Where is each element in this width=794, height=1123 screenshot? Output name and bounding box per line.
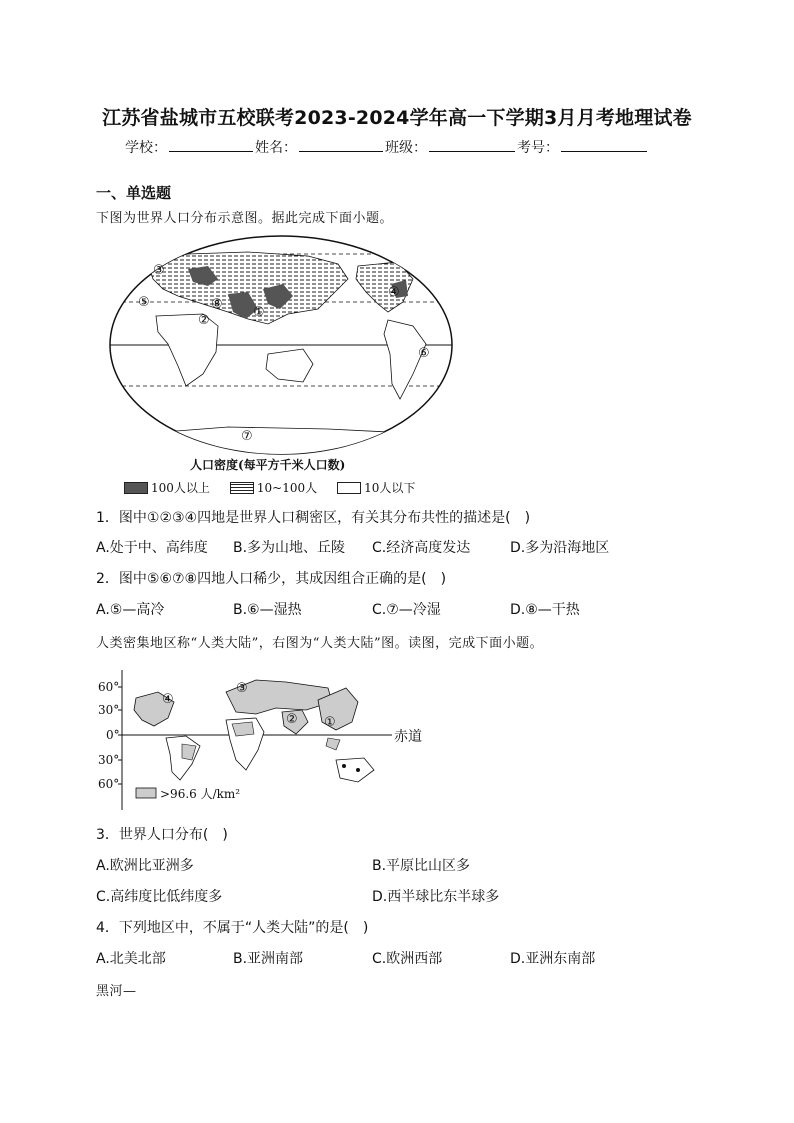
q2-option-b[interactable]: B.⑥—湿热 [233,602,302,618]
school-blank[interactable] [169,137,253,152]
hc-marker-1: ① [324,715,336,730]
class-blank[interactable] [429,137,515,152]
q4-option-c[interactable]: C.欧洲西部 [372,951,443,967]
student-info-line [125,137,649,157]
legend-medium-label: 10~100人 [256,481,318,495]
name-label: 姓名： [255,140,297,156]
question-3-stem: 3．世界人口分布( ) [96,827,228,843]
legend-dense-swatch [124,482,148,494]
q2-option-a[interactable]: A.⑤—高冷 [96,602,165,618]
lat-60s: 60° [98,777,120,791]
hc-legend-label: >96.6 人/km² [160,787,241,801]
marker-1: ① [253,305,265,320]
hc-marker-4: ④ [162,692,174,707]
section-heading: 一、单选题 [96,184,172,202]
marker-4: ④ [388,285,400,300]
map1-caption: 人口密度(每平方千米人口数) [190,458,346,472]
q3-option-a[interactable]: A.欧洲比亚洲多 [96,858,194,874]
marker-8: ⑧ [211,297,223,312]
intro-text-2: 人类密集地区称“人类大陆”，右图为“人类大陆”图。读图，完成下面小题。 [96,636,544,651]
legend-medium-swatch [230,482,254,494]
marker-7: ⑦ [241,429,253,444]
map1-legend [124,479,415,496]
legend-sparse-swatch [337,482,361,494]
equator-label: 赤道 [394,729,422,745]
q1-option-b[interactable]: B.多为山地、丘陵 [233,540,346,556]
q1-option-c[interactable]: C.经济高度发达 [372,540,471,556]
q3-option-b[interactable]: B.平原比山区多 [372,858,471,874]
legend-sparse-label: 10人以下 [364,481,416,495]
legend-dense-label: 100人以上 [151,481,210,495]
lat-0: 0° [106,728,120,742]
intro-text-1: 下图为世界人口分布示意图。据此完成下面小题。 [96,211,394,226]
q4-option-a[interactable]: A.北美北部 [96,951,166,967]
marker-5: ⑤ [138,295,150,310]
lat-30s: 30° [98,753,120,767]
footer-fragment: 黑河— [96,984,137,999]
q4-option-d[interactable]: D.亚洲东南部 [510,951,596,967]
q3-option-d[interactable]: D.西半球比东半球多 [372,889,500,905]
id-label: 考号： [517,140,559,156]
legend-medium [230,479,317,496]
marker-6: ⑥ [418,346,430,361]
human-continent-map [96,660,436,812]
question-2-stem: 2．图中⑤⑥⑦⑧四地人口稀少，其成因组合正确的是( ) [96,571,447,587]
school-label: 学校： [125,140,167,156]
lat-30n: 30° [98,703,120,717]
q3-option-c[interactable]: C.高纬度比低纬度多 [96,889,223,905]
lat-60n: 60° [98,680,120,694]
q4-option-b[interactable]: B.亚洲南部 [233,951,304,967]
class-label: 班级： [385,140,427,156]
name-blank[interactable] [299,137,383,152]
legend-sparse [337,479,415,496]
q2-option-d[interactable]: D.⑧—干热 [510,602,580,618]
id-blank[interactable] [561,137,647,152]
q1-option-a[interactable]: A.处于中、高纬度 [96,540,208,556]
question-4-stem: 4．下列地区中，不属于“人类大陆”的是( ) [96,920,369,936]
hc-marker-3: ③ [236,681,248,696]
marker-3: ③ [153,263,165,278]
q1-option-d[interactable]: D.多为沿海地区 [510,540,610,556]
question-1-stem: 1．图中①②③④四地是世界人口稠密区，有关其分布共性的描述是( ) [96,510,531,526]
hc-marker-2: ② [286,712,298,727]
marker-2: ② [198,313,210,328]
exam-title: 江苏省盐城市五校联考2023-2024学年高一下学期3月月考地理试卷 [102,107,692,129]
hc-legend-swatch [136,788,156,798]
world-population-map [108,234,454,456]
q2-option-c[interactable]: C.⑦—冷湿 [372,602,441,618]
legend-dense [124,479,210,496]
